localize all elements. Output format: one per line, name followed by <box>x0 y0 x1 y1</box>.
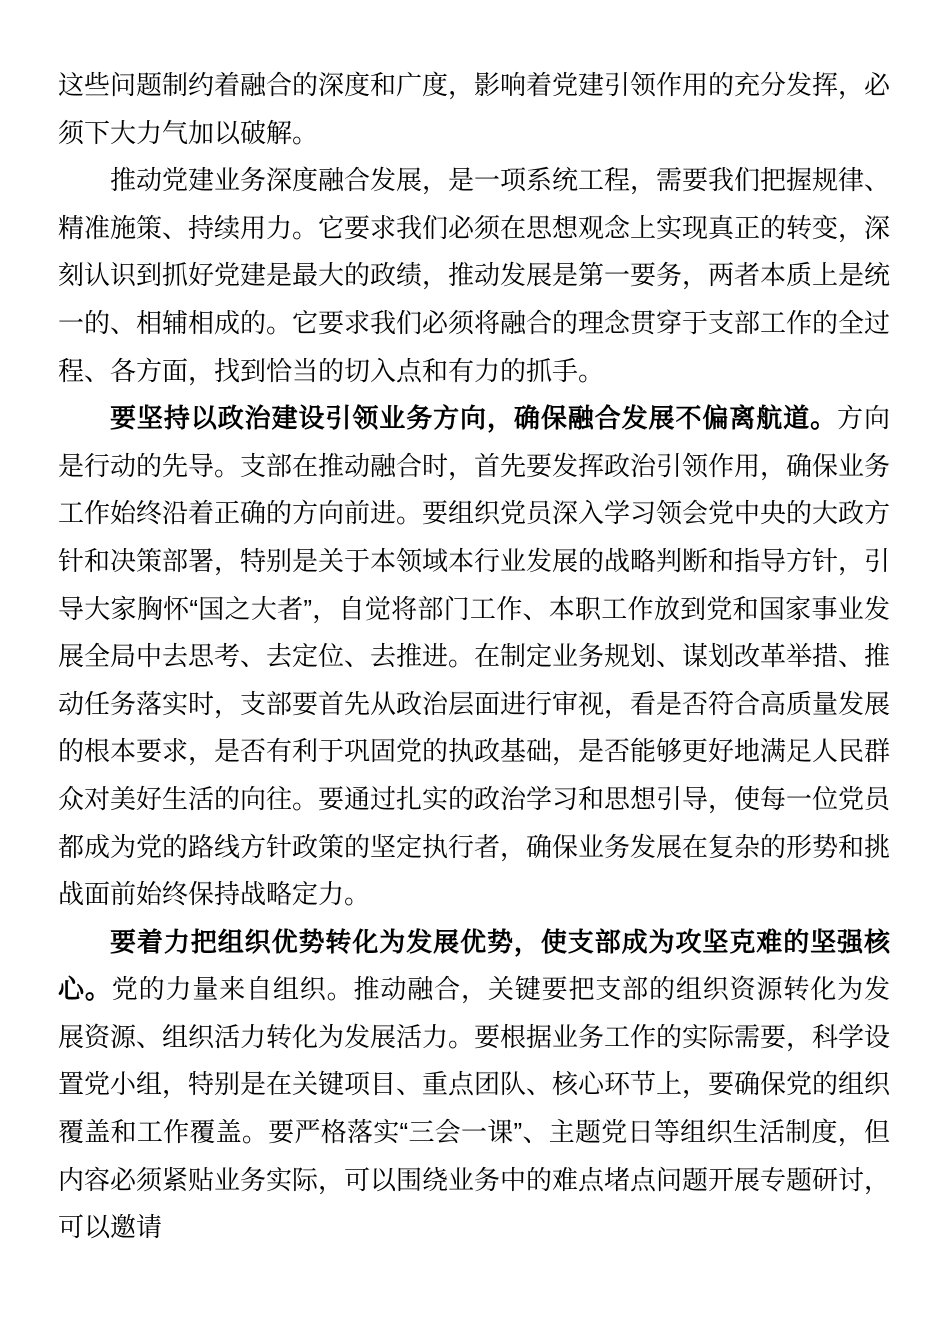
text-run: 党的力量来自组织。推动融合，关键要把支部的组织资源转化为发展资源、组织活力转化为发展活力。要根据业务工作的实际需要，科学设置党小组，特别是在关键项目、重点团队、核心环节上，要确保党的组织覆盖和工作覆盖。要严格落实“三会一课”、主题党日等组织生活制度，但内容必须紧贴业务实际，可以围绕业务中的难点堵点问题开展专题研讨，可以邀请 <box>58 974 891 1243</box>
paragraph <box>58 919 890 1252</box>
text-run: 推动党建业务深度融合发展，是一项系统工程，需要我们把握规律、精准施策、持续用力。它要求我们必须在思想观念上实现真正的转变，深刻认识到抓好党建是最大的政绩，推动发展是第一要务，两者本质上是统一的、相辅相成的。它要求我们必须将融合的理念贯穿于支部工作的全过程、各方面，找到恰当的切入点和有力的抓手。 <box>58 165 891 386</box>
text-run: 方向是行动的先导。支部在推动融合时，首先要发挥政治引领作用，确保业务工作始终沿着正确的方向前进。要组织党员深入学习领会党中央的大政方针和决策部署，特别是关于本领域本行业发展的战略判断和指导方针，引导大家胸怀“国之大者”，自觉将部门工作、本职工作放到党和国家事业发展全局中去思考、去定位、去推进。在制定业务规划、谋划改革举措、推动任务落实时，支部要首先从政治层面进行审视，看是否符合高质量发展的根本要求，是否有利于巩固党的执政基础，是否能够更好地满足人民群众对美好生活的向往。要通过扎实的政治学习和思想引导，使每一位党员都成为党的路线方针政策的坚定执行者，确保业务发展在复杂的形势和挑战面前始终保持战略定力。 <box>58 403 891 910</box>
emphasis-text-run: 要坚持以政治建设引领业务方向，确保融合发展不偏离航道。 <box>110 403 838 434</box>
paragraph <box>58 395 890 919</box>
paragraph <box>58 62 890 157</box>
text-run: 这些问题制约着融合的深度和广度，影响着党建引领作用的充分发挥，必须下大力气加以破解。 <box>58 70 891 148</box>
document-body <box>58 62 890 1252</box>
paragraph <box>58 157 890 395</box>
emphasis-text-run: 要着力把组织优势转化为发展优势，使支部成为攻坚克难的坚强核心。 <box>58 926 890 1005</box>
